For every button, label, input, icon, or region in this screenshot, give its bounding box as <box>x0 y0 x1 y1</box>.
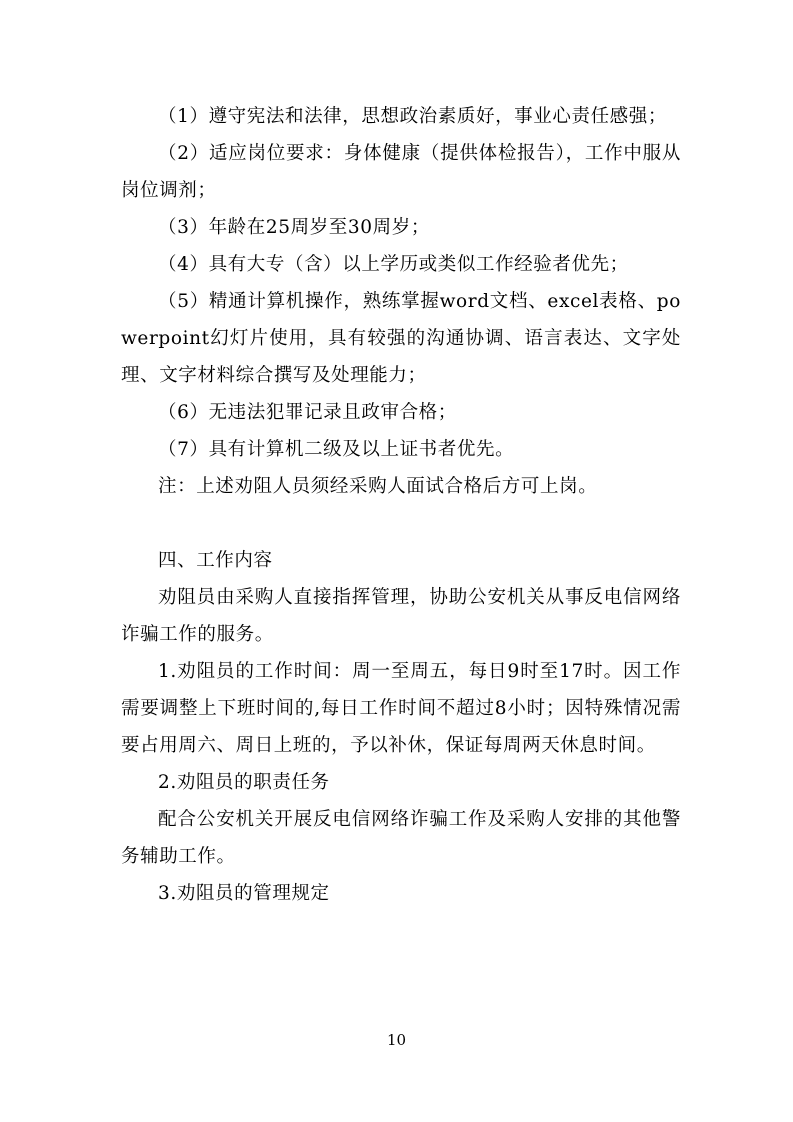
duties-paragraph: 配合公安机关开展反电信网络诈骗工作及采购人安排的其他警务辅助工作。 <box>121 809 681 867</box>
section-heading: 四、工作内容 <box>158 550 273 571</box>
management-heading: 3.劝阻员的管理规定 <box>158 883 330 904</box>
requirement-7: （7）具有计算机二级及以上证书者优先。 <box>158 439 515 460</box>
duties-heading: 2.劝阻员的职责任务 <box>158 772 330 793</box>
requirement-4: （4）具有大专（含）以上学历或类似工作经验者优先； <box>158 254 629 275</box>
requirement-1: （1）遵守宪法和法律，思想政治素质好，事业心责任感强； <box>158 106 667 127</box>
requirement-2: （2）适应岗位要求：身体健康（提供体检报告），工作中服从岗位调剂； <box>121 143 681 201</box>
document-body <box>121 98 681 912</box>
working-hours-paragraph: 1.劝阻员的工作时间：周一至周五，每日9时至17时。因工作需要调整上下班时间的,每日工作时间不超过8小时；因特殊情况需要占用周六、周日上班的，予以补休，保证每周两天休息时间。 <box>121 661 681 756</box>
page-number: 10 <box>386 1031 407 1049</box>
paragraph-gap <box>121 505 681 542</box>
requirement-5: （5）精通计算机操作，熟练掌握word文档、excel表格、powerpoint幻灯片使用，具有较强的沟通协调、语言表达、文字处理、文字材料综合撰写及处理能力； <box>121 291 681 386</box>
requirement-6: （6）无违法犯罪记录且政审合格； <box>158 402 457 423</box>
note-paragraph: 注：上述劝阻人员须经采购人面试合格后方可上岗。 <box>158 476 598 497</box>
requirement-3: （3）年龄在25周岁至30周岁； <box>158 217 430 238</box>
section-intro: 劝阻员由采购人直接指挥管理，协助公安机关从事反电信网络诈骗工作的服务。 <box>121 587 681 645</box>
